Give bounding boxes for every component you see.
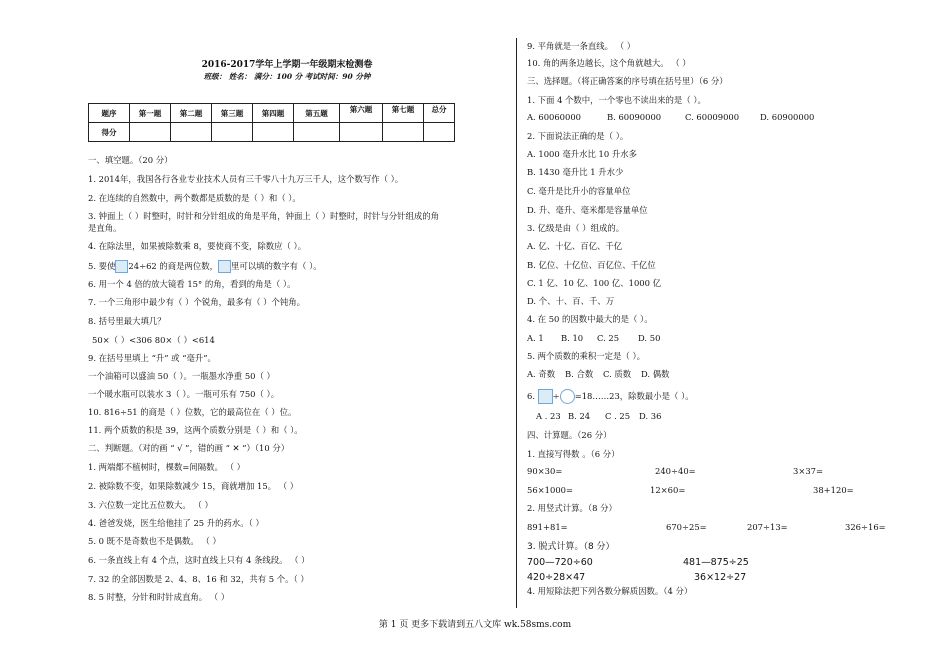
table-cell: 第七题 <box>383 104 424 123</box>
judge-8: 8. 5 时整，分针和时针成直角。 （ ） <box>88 592 230 602</box>
choice-3-c: C. 1 亿、10 亿、100 亿、1000 亿 <box>527 278 661 288</box>
choice-3-b: B. 亿位、十亿位、百亿位、千亿位 <box>527 260 656 270</box>
score-table <box>88 103 455 142</box>
table-cell: 题序 <box>89 104 130 123</box>
option: B. 24 <box>568 411 591 421</box>
option: A. 奇数 <box>527 369 556 379</box>
question-11: 11. 两个质数的积是 39，这两个质数分别是（ ）和（ ）。 <box>88 425 303 435</box>
choice-5: 5. 两个质数的乘积一定是（ ）。 <box>527 351 645 361</box>
calc-item: 326÷16= <box>845 522 886 532</box>
section-title-fill-blank: 一、填空题。（20 分） <box>88 155 173 165</box>
page-title: 2016-2017学年上学期一年级期末检测卷 <box>201 60 373 70</box>
choice-4-options <box>527 333 661 343</box>
score-table-header-row <box>89 104 455 123</box>
judge-9: 9. 平角就是一条直线。 （ ） <box>527 41 636 51</box>
option: B. 60090000 <box>607 112 662 122</box>
blank-square-icon <box>538 389 553 404</box>
calc-item: 90×30= <box>527 466 563 476</box>
table-cell: 第二题 <box>171 104 212 123</box>
calc-2: 2. 用竖式计算。（8 分） <box>527 503 617 513</box>
question-4: 4. 在除法里，如果被除数乘 8，要使商不变，除数应（ ）。 <box>88 241 307 251</box>
option: C. 质数 <box>603 369 632 379</box>
question-10: 10. 816÷51 的商是（ ）位数，它的最高位在（ ）位。 <box>88 407 297 417</box>
table-cell[interactable] <box>130 123 171 142</box>
question-6: 6. 用一个 4 倍的放大镜看 15° 的角，看到的角是（ ）。 <box>88 279 296 289</box>
question-5 <box>88 260 322 273</box>
calc-item: 481—875÷25 <box>683 557 749 568</box>
section-title-true-false: 二、判断题。（对的画 “ √ ”，错的画 “ ✕ ”）（10 分） <box>88 443 290 453</box>
calc-item: 12×60= <box>650 485 686 495</box>
choice-3-d: D. 个、十、百、千、万 <box>527 296 615 306</box>
choice-3: 3. 亿级是由（ ）组成的。 <box>527 223 625 233</box>
judge-1: 1. 两端都不植树时，棵数=间隔数。 （ ） <box>88 462 245 472</box>
calc-item: 700—720÷60 <box>527 557 593 568</box>
option: D. 50 <box>638 333 661 343</box>
table-cell: 第三题 <box>212 104 253 123</box>
choice-1-options <box>527 112 815 122</box>
judge-6: 6. 一条直线上有 4 个点，这时直线上只有 4 条线段。 （ ） <box>88 555 310 565</box>
choice-2-c: C. 毫升是比升小的容量单位 <box>527 186 631 196</box>
calc-item: 56×1000= <box>527 485 574 495</box>
choice-6-text: =18……23，除数最小是（ ）。 <box>574 391 694 401</box>
table-cell[interactable] <box>212 123 253 142</box>
option: B. 合数 <box>565 369 594 379</box>
calc-item: 670÷25= <box>666 522 707 532</box>
page-subtitle: 班级： 姓名： 满分：100 分 考试时间：90 分钟 <box>203 72 371 81</box>
question-9: 9. 在括号里填上 “升” 或 “毫升”。 <box>88 353 216 363</box>
calc-item: 891+81= <box>527 522 568 532</box>
table-cell: 得分 <box>89 123 130 142</box>
calc-1: 1. 直接写得数 。（6 分） <box>527 449 620 459</box>
judge-2: 2. 被除数不变，如果除数减少 15，商就增加 15。 （ ） <box>88 481 299 491</box>
judge-4: 4. 爸爸发烧，医生给他挂了 25 升的药水。（ ） <box>88 518 264 528</box>
calc-item: 38+120= <box>813 485 854 495</box>
question-8: 8. 括号里最大填几？ <box>88 316 166 326</box>
section-title-choice: 三、选择题。（将正确答案的序号填在括号里）（6 分） <box>527 76 728 86</box>
question-7: 7. 一个三角形中最少有（ ）个锐角，最多有（ ）个钝角。 <box>88 297 305 307</box>
option: C. 25 <box>597 333 620 343</box>
table-cell[interactable] <box>424 123 455 142</box>
table-cell[interactable] <box>340 123 383 142</box>
calc-item: 207÷13= <box>747 522 788 532</box>
option: D. 60900000 <box>760 112 815 122</box>
option: A. 1 <box>527 333 544 343</box>
table-cell: 第五题 <box>294 104 340 123</box>
division-sign: ÷ <box>552 391 560 401</box>
blank-circle-icon <box>560 389 575 404</box>
judge-7: 7. 32 的全部因数是 2、4、8、16 和 32，共有 5 个。（ ） <box>88 574 309 584</box>
choice-2-a: A. 1000 毫升水比 10 升水多 <box>527 149 637 159</box>
calc-3-row-1 <box>527 557 749 568</box>
table-cell: 总分 <box>424 104 455 123</box>
calc-2-row <box>527 522 886 532</box>
table-cell: 第四题 <box>253 104 294 123</box>
question-5-part-c: 里可以填的数字有（ ）。 <box>231 261 322 271</box>
calc-1-row-1 <box>527 466 824 476</box>
blank-square-icon <box>218 260 231 273</box>
judge-10: 10. 角的两条边越长，这个角就越大。 （ ） <box>527 58 691 68</box>
calc-item: 240÷40= <box>655 466 696 476</box>
calc-item: 3×37= <box>793 466 824 476</box>
question-1: 1. 2014年，我国各行各业专业技术人员有三千零八十九万三千人，这个数写作（ ）。 <box>88 174 404 184</box>
question-9-line-a: 一个油箱可以盛油 50（ ）。一瓶墨水净重 50（ ） <box>88 371 275 381</box>
calc-3: 3. 脱式计算。（8 分） <box>527 542 615 552</box>
option: A . 23 <box>536 411 561 421</box>
column-divider <box>516 38 517 608</box>
option: C. 60009000 <box>685 112 740 122</box>
table-cell[interactable] <box>171 123 212 142</box>
table-cell[interactable] <box>253 123 294 142</box>
judge-5: 5. 0 既不是奇数也不是偶数。 （ ） <box>88 536 221 546</box>
table-cell[interactable] <box>294 123 340 142</box>
choice-6 <box>527 389 694 404</box>
calc-item: 36×12÷27 <box>694 572 747 583</box>
option: D. 偶数 <box>641 369 670 379</box>
choice-1: 1. 下面 4 个数中，一个零也不读出来的是（ ）。 <box>527 95 706 105</box>
calc-4: 4. 用短除法把下列各数分解质因数。（4 分） <box>527 586 693 596</box>
option: C . 25 <box>605 411 631 421</box>
choice-2-b: B. 1430 毫升比 1 升水少 <box>527 167 624 177</box>
option: B. 10 <box>561 333 584 343</box>
question-9-line-b: 一个暖水瓶可以装水 3（ ）。一瓶可乐有 750（ ）。 <box>88 389 280 399</box>
page-footer: 第 1 页 更多下载请到五八文库 wk.58sms.com <box>378 620 572 630</box>
table-cell: 第一题 <box>130 104 171 123</box>
calc-3-row-2 <box>527 572 747 583</box>
table-cell[interactable] <box>383 123 424 142</box>
question-8-items: 50×（ ）<306 80×（ ）<614 <box>92 335 215 345</box>
judge-3: 3. 六位数一定比五位数大。 （ ） <box>88 500 213 510</box>
question-2: 2. 在连续的自然数中，两个数都是质数的是（ ）和（ ）。 <box>88 193 301 203</box>
choice-2-d: D. 升、毫升、毫米都是容量单位 <box>527 205 648 215</box>
score-table-score-row <box>89 123 455 142</box>
table-cell: 第六题 <box>340 104 383 123</box>
option: A. 60060000 <box>527 112 581 122</box>
choice-5-options <box>527 369 670 379</box>
question-3: 3. 钟面上（ ）时整时，时针和分针组成的角是平角，钟面上（ ）时整时，时针与分针组成的角 <box>88 211 439 221</box>
choice-2: 2. 下面说法正确的是（ ）。 <box>527 131 629 141</box>
calc-1-row-2 <box>527 485 854 495</box>
question-5-part-b: 24÷62 的商是两位数， <box>128 261 219 271</box>
choice-6-options <box>536 411 662 421</box>
option: D. 36 <box>639 411 662 421</box>
question-3-cont: 是直角。 <box>88 223 122 233</box>
choice-6-number: 6. <box>527 391 535 401</box>
choice-3-a: A. 亿、十亿、百亿、千亿 <box>527 241 623 251</box>
choice-4: 4. 在 50 的因数中最大的是（ ）。 <box>527 314 653 324</box>
blank-square-icon <box>115 260 128 273</box>
question-5-part-a: 5. 要使 <box>88 261 116 271</box>
calc-item: 420÷28×47 <box>527 572 586 583</box>
section-title-calculation: 四、计算题。（26 分） <box>527 430 612 440</box>
